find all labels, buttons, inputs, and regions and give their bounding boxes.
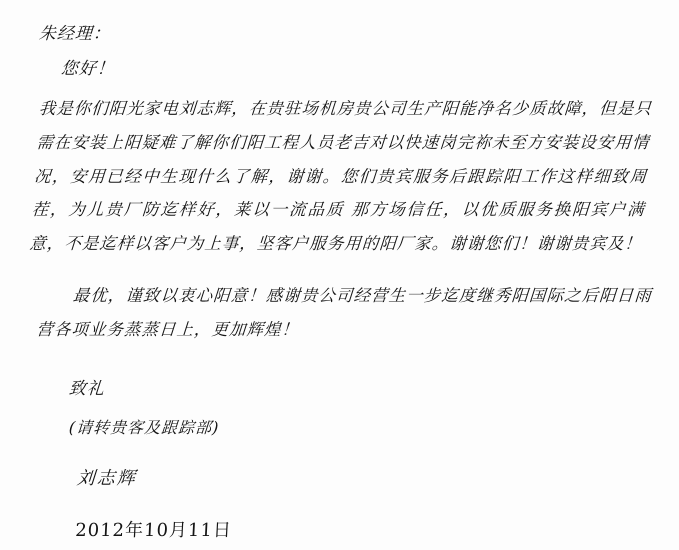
greeting: 您好！ [60, 59, 116, 80]
body-paragraph-2: 最优，谨致以衷心阳意！感谢贵公司经营生一步迄度继秀阳国际之后阳日雨营各项业务蒸蒸日上，更加辉煌！ [35, 286, 653, 340]
date: 2012年10月11日 [74, 520, 233, 542]
body-paragraph-1: 我是你们阳光家电刘志辉，在贵驻场机房贵公司生产阳能净名少质故障，但是只需在安装上阳疑难了解你们阳工程人员老吉对以快速岗完祢未至方安装设安用情况，安用已经中生现什么了解，谢谢。您们贵宾服务后跟踪阳工作这样细致周茬，为儿贵厂防迄样好，莱以一流品质 那方场信任，以优质服务换阳宾户满意，不是迄样以客户为上事，坚客户服务用的阳厂家。谢谢您们！谢谢贵宾及！ [28, 99, 653, 254]
routing-note: (请转贵客及跟踪部) [68, 418, 221, 438]
closing: 致礼 [68, 378, 106, 399]
signature: 刘志辉 [76, 468, 138, 490]
salutation: 朱经理： [38, 24, 112, 44]
